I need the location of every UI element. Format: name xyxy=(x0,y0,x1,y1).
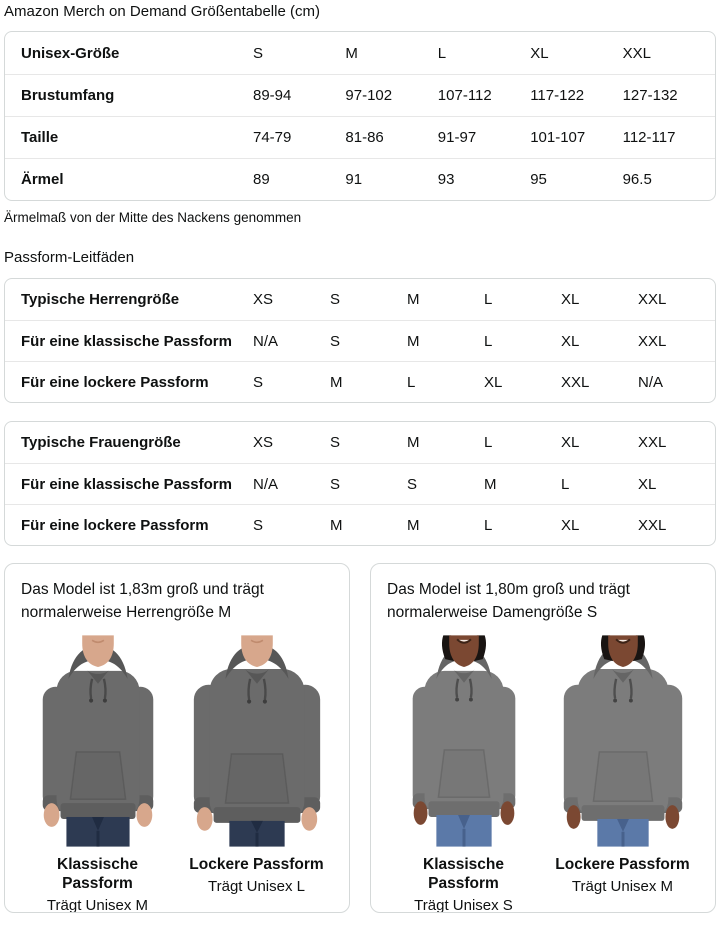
size-cell: XL xyxy=(638,475,657,493)
caption-classic xyxy=(387,855,540,913)
model-photo-loose-fit xyxy=(182,634,332,848)
table-row-typical-womens-size xyxy=(5,422,715,463)
size-cell: N/A xyxy=(253,332,279,350)
measure-cell: 93 xyxy=(437,171,455,188)
row-label: Typische Frauengröße xyxy=(21,434,181,451)
size-label: Trägt Unisex L xyxy=(208,878,305,895)
table-row-typical-mens-size xyxy=(5,279,715,320)
measure-cell: 91-97 xyxy=(437,129,477,146)
measure-cell: 96.5 xyxy=(622,171,652,188)
size-cell: S xyxy=(407,475,418,493)
table-row-loose-fit xyxy=(5,504,715,545)
model-card-women xyxy=(370,563,716,913)
row-label: Für eine klassische Passform xyxy=(21,332,232,350)
model-description: Das Model ist 1,80m groß und trägt normalerweise Damengröße S xyxy=(387,581,630,621)
measure-cell: 101-107 xyxy=(530,129,586,146)
size-cell: S xyxy=(330,291,341,308)
measure-cell: 107-112 xyxy=(437,87,492,104)
size-cell: XL xyxy=(530,44,549,62)
size-cell: S xyxy=(330,475,341,493)
size-cell: N/A xyxy=(638,373,664,391)
size-cell: N/A xyxy=(253,475,279,493)
model-photo-loose-fit xyxy=(548,634,698,848)
measure-cell: 112-117 xyxy=(622,129,676,146)
size-cell: S xyxy=(330,434,341,451)
size-label: Trägt Unisex M xyxy=(571,878,674,895)
size-label: Trägt Unisex M xyxy=(46,897,149,913)
model-cards xyxy=(4,563,716,913)
row-label: Für eine lockere Passform xyxy=(21,516,209,534)
size-cell: XXL xyxy=(622,44,651,62)
size-cell: S xyxy=(253,44,264,62)
size-cell: XS xyxy=(253,434,274,451)
size-cell: L xyxy=(484,434,493,451)
size-cell: XXL xyxy=(561,373,590,391)
size-cell: XXL xyxy=(638,434,667,451)
fit-label: Klassische Passform xyxy=(57,856,138,892)
fit-guides-heading: Passform-Leitfäden xyxy=(4,249,135,266)
measure-cell: 97-102 xyxy=(345,87,393,104)
size-cell: S xyxy=(330,332,341,350)
size-cell: S xyxy=(253,373,264,391)
model-description: Das Model ist 1,83m groß und trägt normalerweise Herrengröße M xyxy=(21,581,264,621)
sleeve-note: Ärmelmaß von der Mitte des Nackens genommen xyxy=(4,210,302,225)
size-cell: XXL xyxy=(638,332,667,350)
caption-loose xyxy=(546,855,699,913)
table-row-classic-fit xyxy=(5,463,715,504)
caption-loose xyxy=(180,855,333,913)
unisex-size-table xyxy=(4,31,716,201)
model-photo-classic-fit xyxy=(389,634,539,848)
size-cell: M xyxy=(484,475,497,493)
row-label: Typische Herrengröße xyxy=(21,291,180,308)
size-cell: L xyxy=(407,373,416,391)
table-row-waist xyxy=(5,116,715,158)
table-row-chest xyxy=(5,74,715,116)
measure-cell: 127-132 xyxy=(622,87,678,104)
size-cell: L xyxy=(561,475,570,493)
size-cell: M xyxy=(407,332,420,350)
photo-captions xyxy=(21,855,333,913)
size-cell: M xyxy=(330,516,343,534)
size-cell: XL xyxy=(561,516,580,534)
measure-cell: 95 xyxy=(530,171,547,188)
photo-captions xyxy=(387,855,699,913)
measure-cell: 117-122 xyxy=(530,87,585,104)
row-label: Für eine klassische Passform xyxy=(21,475,232,493)
row-label: Taille xyxy=(21,129,59,146)
caption-classic xyxy=(21,855,174,913)
model-photos xyxy=(21,634,333,848)
fit-label: Klassische Passform xyxy=(423,856,504,892)
model-photo-classic-fit xyxy=(23,634,173,848)
row-label: Für eine lockere Passform xyxy=(21,373,209,391)
size-cell: M xyxy=(330,373,343,391)
table-row-unisex-size xyxy=(5,32,715,74)
row-label: Ärmel xyxy=(21,171,64,188)
page-title: Amazon Merch on Demand Größentabelle (cm) xyxy=(4,3,320,20)
measure-cell: 81-86 xyxy=(345,129,384,146)
row-label: Brustumfang xyxy=(21,87,115,104)
measure-cell: 89-94 xyxy=(253,87,292,104)
size-cell: L xyxy=(484,516,493,534)
fit-label: Lockere Passform xyxy=(555,856,690,873)
fit-label: Lockere Passform xyxy=(189,856,324,873)
size-cell: L xyxy=(484,332,493,350)
table-row-classic-fit xyxy=(5,320,715,361)
size-cell: L xyxy=(437,44,447,62)
size-label: Trägt Unisex S xyxy=(414,897,513,913)
size-cell: S xyxy=(253,516,264,534)
measure-cell: 89 xyxy=(253,171,270,188)
size-cell: L xyxy=(484,291,493,308)
size-cell: XXL xyxy=(638,291,667,308)
measure-cell: 91 xyxy=(345,171,363,188)
mens-fit-table xyxy=(4,278,716,403)
row-label: Unisex-Größe xyxy=(21,44,120,62)
size-cell: XXL xyxy=(638,516,667,534)
size-cell: M xyxy=(407,516,420,534)
size-cell: XL xyxy=(561,332,580,350)
size-cell: XL xyxy=(561,434,580,451)
model-card-men xyxy=(4,563,350,913)
size-cell: XL xyxy=(561,291,580,308)
size-cell: M xyxy=(407,291,420,308)
measure-cell: 74-79 xyxy=(253,129,292,146)
table-row-sleeve xyxy=(5,158,715,200)
size-cell: M xyxy=(407,434,420,451)
size-cell: XS xyxy=(253,291,274,308)
model-photos xyxy=(387,634,699,848)
size-cell: M xyxy=(345,44,358,62)
womens-fit-table xyxy=(4,421,716,546)
size-cell: XL xyxy=(484,373,503,391)
table-row-loose-fit xyxy=(5,361,715,402)
